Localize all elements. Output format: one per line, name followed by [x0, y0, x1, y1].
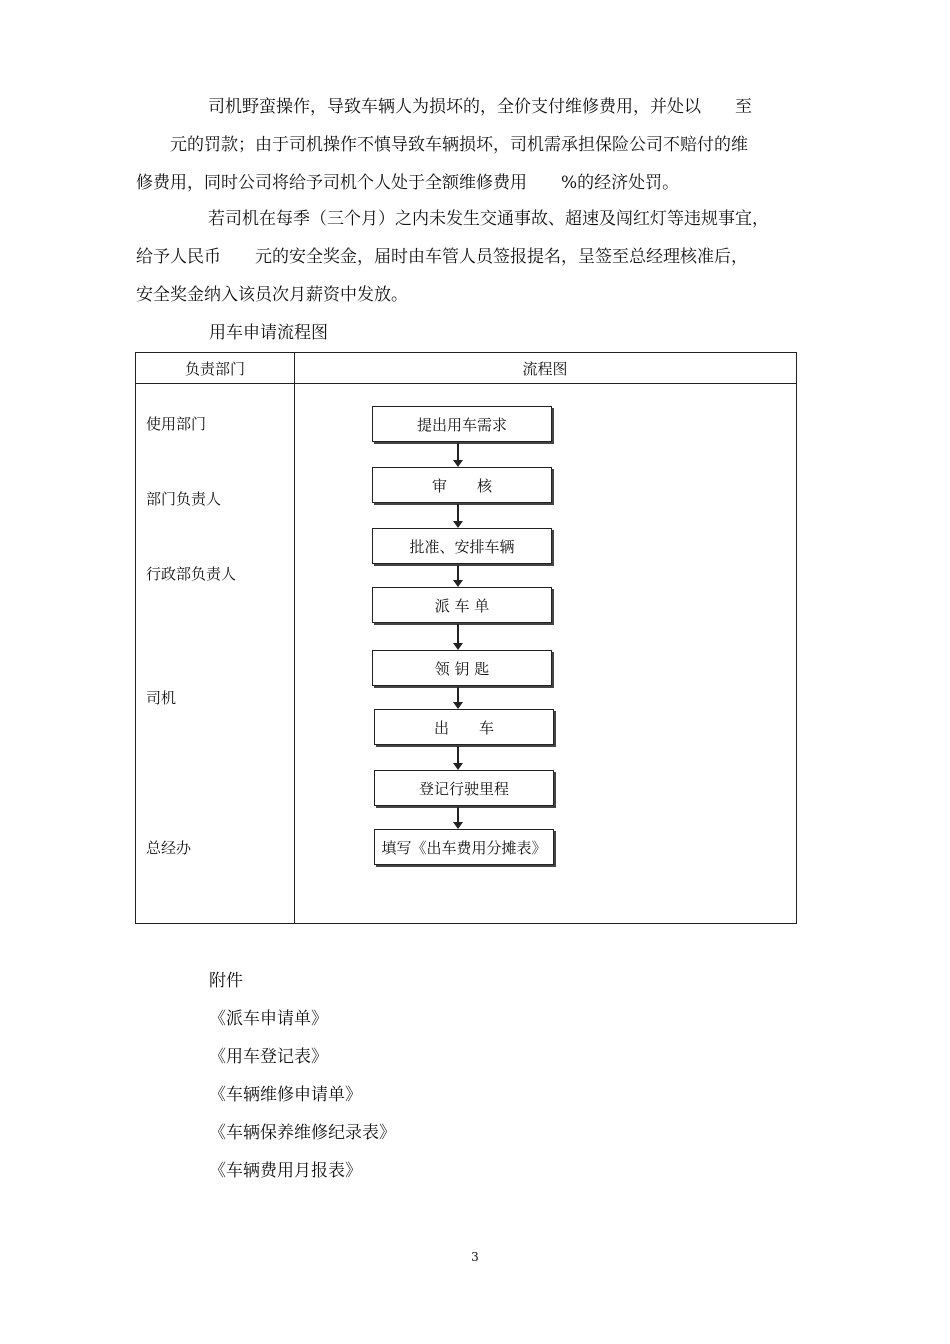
column-divider	[294, 353, 295, 923]
step-depart: 出 车	[374, 709, 554, 745]
appendix-item: 《派车申请单》	[209, 1009, 328, 1029]
arrow-icon	[457, 504, 459, 526]
paragraph-bonus	[136, 200, 816, 314]
dept-user: 使用部门	[146, 415, 207, 433]
paragraph-line: 给予人民币 元的安全奖金，届时由车管人员签报提名，呈签至总经理核准后，	[136, 247, 748, 267]
appendix-item: 《车辆保养维修纪录表》	[209, 1123, 396, 1143]
page-number: 3	[471, 1250, 479, 1264]
dept-general-office: 总经办	[146, 839, 192, 857]
paragraph-line: 若司机在每季（三个月）之内未发生交通事故、超速及闯红灯等违规事宜，	[174, 209, 769, 229]
header-divider	[136, 383, 796, 384]
step-request: 提出用车需求	[372, 406, 552, 442]
step-review: 审 核	[372, 467, 552, 503]
paragraph-penalty	[136, 88, 816, 202]
paragraph-line: 修费用，同时公司将给予司机个人处于全额维修费用 %的经济处罚。	[136, 173, 680, 193]
paragraph-line: 安全奖金纳入该员次月薪资中发放。	[136, 285, 408, 305]
appendix-item: 《用车登记表》	[209, 1047, 328, 1067]
step-log-mileage: 登记行驶里程	[374, 770, 554, 806]
step-dispatch-order: 派 车 单	[372, 587, 552, 623]
header-dept: 负责部门	[184, 360, 245, 378]
appendix-item: 《车辆维修申请单》	[209, 1085, 362, 1105]
dept-driver: 司机	[146, 689, 177, 707]
appendix-item: 《车辆费用月报表》	[209, 1161, 362, 1181]
paragraph-line: 司机野蛮操作，导致车辆人为损坏的，全价支付维修费用，并处以 至	[174, 97, 752, 117]
appendix-title: 附件	[209, 971, 243, 991]
flowchart-caption: 用车申请流程图	[209, 323, 328, 343]
dept-admin: 行政部负责人	[146, 565, 237, 583]
dept-manager: 部门负责人	[146, 490, 222, 508]
arrow-icon	[457, 443, 459, 465]
header-flow: 流程图	[522, 360, 568, 378]
arrow-icon	[457, 624, 459, 648]
paragraph-line: 元的罚款；由于司机操作不慎导致车辆损坏，司机需承担保险公司不赔付的维	[136, 135, 748, 155]
arrow-icon	[457, 807, 459, 827]
arrow-icon	[457, 565, 459, 585]
step-fill-cost-form: 填写《出车费用分摊表》	[374, 829, 554, 865]
arrow-icon	[457, 687, 459, 707]
step-approve: 批准、安排车辆	[372, 528, 552, 564]
arrow-icon	[457, 746, 459, 768]
step-collect-keys: 领 钥 匙	[372, 650, 552, 686]
flowchart-table	[135, 352, 797, 924]
